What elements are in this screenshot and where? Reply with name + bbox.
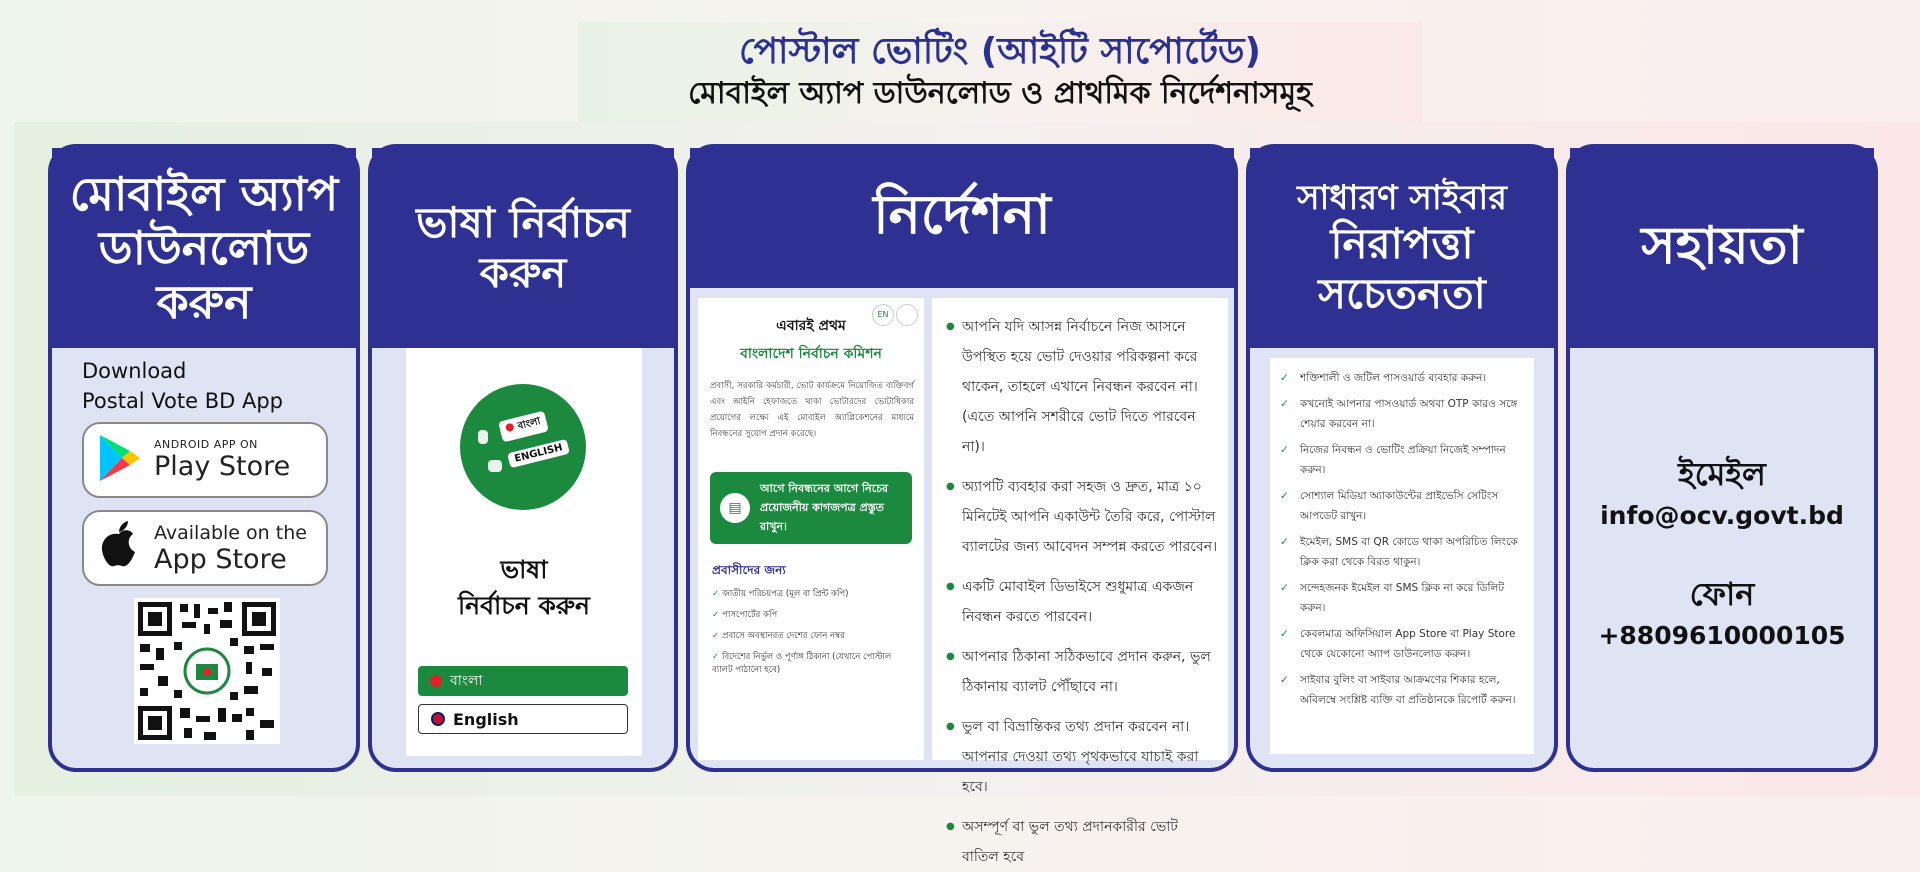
help-heading: সহায়তা	[1570, 148, 1874, 348]
security-heading: সাধারণ সাইবার নিরাপত্তা সচেতনতা	[1250, 148, 1554, 348]
list-item: ✓ কখনোই আপনার পাসওয়ার্ড অথবা OTP কারও সঙ্গে শেয়ার করবেন না।	[1280, 394, 1524, 434]
language-toggle-icon[interactable]: EN	[872, 304, 894, 326]
list-item: ✓ নিজের নিবন্ধন ও ভোটিং প্রক্রিয়া নিজেই সম্পাদন করুন।	[1280, 440, 1524, 480]
chip-key	[488, 460, 502, 472]
qr-code	[134, 598, 280, 744]
instructions-heading: নির্দেশনা	[690, 148, 1234, 288]
documents-card: ▤ আগে নিবন্ধনের আগে নিচের প্রয়োজনীয় কাগজপত্র প্রস্তুত রাখুন।	[710, 472, 912, 544]
list-item: ✓ শক্তিশালী ও জটিল পাসওয়ার্ড ব্যবহার করুন।	[1280, 368, 1524, 388]
chip-key	[478, 430, 488, 444]
list-item: ● আপনি যদি আসন্ন নির্বাচনে নিজ আসনে উপস্থিত হয়ে ভোট দেওয়ার পরিকল্পনা করে থাকেন, তাহলে এখানে নিবন্ধন করবেন না। (এতে আপনি সশরীরে ভোট দিতে পারবেন না)।	[946, 312, 1218, 462]
play-store-label: Play Store	[154, 451, 291, 482]
apple-icon	[84, 520, 154, 576]
language-panel	[368, 144, 678, 772]
page-title: পোস্টাল ভোটিং (আইটি সাপোর্টেড)	[739, 31, 1261, 72]
language-screen	[406, 348, 642, 756]
download-heading: মোবাইল অ্যাপ ডাউনলোড করুন	[52, 148, 356, 348]
help-panel	[1566, 144, 1878, 772]
list-item: ✓ সন্দেহজনক ইমেইল বা SMS ক্লিক না করে ডিলিট করুন।	[1280, 578, 1524, 618]
instructions-panel	[686, 144, 1238, 865]
list-item: ✓ সোশ্যাল মিডিয়া অ্যাকাউন্টের প্রাইভেসি সেটিংস আপডেট রাখুন।	[1280, 486, 1524, 526]
email-link[interactable]: info@ocv.govt.bd	[1600, 501, 1844, 530]
list-item: ✓ পাসপোর্টের কপি	[712, 609, 914, 622]
bangladesh-flag-icon	[430, 675, 442, 687]
language-screen-title: ভাষা নির্বাচন করুন	[458, 555, 590, 620]
download-text	[82, 356, 356, 416]
instructions-left-title: এবারই প্রথম	[776, 318, 846, 334]
expatriate-list	[698, 588, 924, 677]
download-line2: Postal Vote BD App	[82, 389, 284, 413]
language-illustration	[460, 384, 586, 510]
expatriate-subheading: প্রবাসীদের জন্য	[712, 563, 786, 577]
download-panel	[48, 144, 360, 772]
list-item: ✓ জাতীয় পরিচয়পত্র (মূল বা প্রিন্ট কপি)	[712, 588, 914, 601]
election-commission-name: বাংলাদেশ নির্বাচন কমিশন	[740, 346, 882, 362]
instructions-list	[932, 312, 1228, 872]
list-item: ● আপনার ঠিকানা সঠিকভাবে প্রদান করুন, ভুল ঠিকানায় ব্যালট পৌঁছাবে না।	[946, 642, 1218, 702]
document-icon: ▤	[720, 493, 750, 523]
app-store-label: App Store	[154, 543, 287, 575]
language-heading: ভাষা নির্বাচন করুন	[372, 148, 674, 348]
security-list	[1270, 368, 1534, 710]
play-store-button[interactable]	[82, 422, 328, 498]
list-item: ✓ ইমেইল, SMS বা QR কোডে থাকা অপরিচিত লিংকে ক্লিক করা থেকে বিরত থাকুন।	[1280, 532, 1524, 572]
phone-label: ফোন	[1689, 575, 1755, 613]
list-item: ● অসম্পূর্ণ বা ভুল তথ্য প্রদানকারীর ভোট বাতিল হবে	[946, 812, 1218, 872]
list-item: ● অ্যাপটি ব্যবহার করা সহজ ও দ্রুত, মাত্র ১০ মিনিটেই আপনি একাউন্ট তৈরি করে, পোস্টাল ব্যালটের জন্য আবেদন সম্পন্ন করতে পারবেন।	[946, 472, 1218, 562]
phone-number[interactable]: +8809610000105	[1598, 621, 1846, 650]
title-banner	[578, 22, 1422, 122]
help-contacts	[1570, 452, 1874, 656]
option-bangla[interactable]: বাংলা	[418, 666, 628, 696]
list-item: ✓ প্রবাসে অবস্থানরত দেশের ফোন নম্বর	[712, 630, 914, 643]
app-store-button[interactable]	[82, 510, 328, 586]
list-item: ● একটি মোবাইল ডিভাইসে শুধুমাত্র একজন নিবন্ধন করতে পারবেন।	[946, 572, 1218, 632]
play-store-small-text: ANDROID APP ON	[154, 438, 258, 451]
instructions-left-paragraph: প্রবাসী, সরকারি কর্মচারী, ভোট কার্যক্রমে নিয়োজিত ব্যক্তিবর্গ এবং আইনি হেফাজতে থাকা ভোটারদের ভোটাধিকার প্রয়োগের লক্ষ্যে এই মোবাইল অ্যাপ্লিকেশনের মাধ্যমে নিবন্ধনের সুযোগ প্রদান করেছে।	[710, 381, 914, 439]
email-label: ইমেইল	[1678, 455, 1766, 493]
instructions-left-card	[698, 298, 924, 760]
download-line1: Download	[82, 359, 187, 383]
list-item: ✓ বিদেশের নির্ভুল ও পূর্ণাঙ্গ ঠিকানা (যেখানে পোস্টাল ব্যালট পাঠানো হবে)	[712, 651, 914, 677]
option-english[interactable]: English	[418, 704, 628, 734]
page-subtitle: মোবাইল অ্যাপ ডাউনলোড ও প্রাথমিক নির্দেশনাসমূহ	[688, 76, 1312, 111]
chip-english: ENGLISH	[507, 439, 570, 468]
security-panel	[1246, 144, 1558, 772]
chip-bangla: বাংলা	[498, 411, 549, 443]
uk-flag-icon	[431, 712, 445, 726]
profile-icon[interactable]	[896, 304, 918, 326]
list-item: ✓ কেবলমাত্র অফিসিয়াল App Store বা Play Store থেকে যেকোনো অ্যাপ ডাউনলোড করুন।	[1280, 624, 1524, 664]
instructions-right-card	[932, 298, 1228, 865]
list-item: ✓ সাইবার বুলিং বা সাইবার আক্রমণের শিকার হলে, অবিলম্বে সংশ্লিষ্ট ব্যক্তি বা প্রতিষ্ঠানকে রিপোর্ট করুন।	[1280, 670, 1524, 710]
play-store-icon	[84, 433, 154, 487]
security-tips-card	[1270, 358, 1534, 754]
app-store-small-text: Available on the	[154, 521, 307, 544]
list-item: ● ভুল বা বিভ্রান্তিকর তথ্য প্রদান করবেন না। আপনার দেওয়া তথ্য পৃথকভাবে যাচাই করা হবে।	[946, 712, 1218, 802]
